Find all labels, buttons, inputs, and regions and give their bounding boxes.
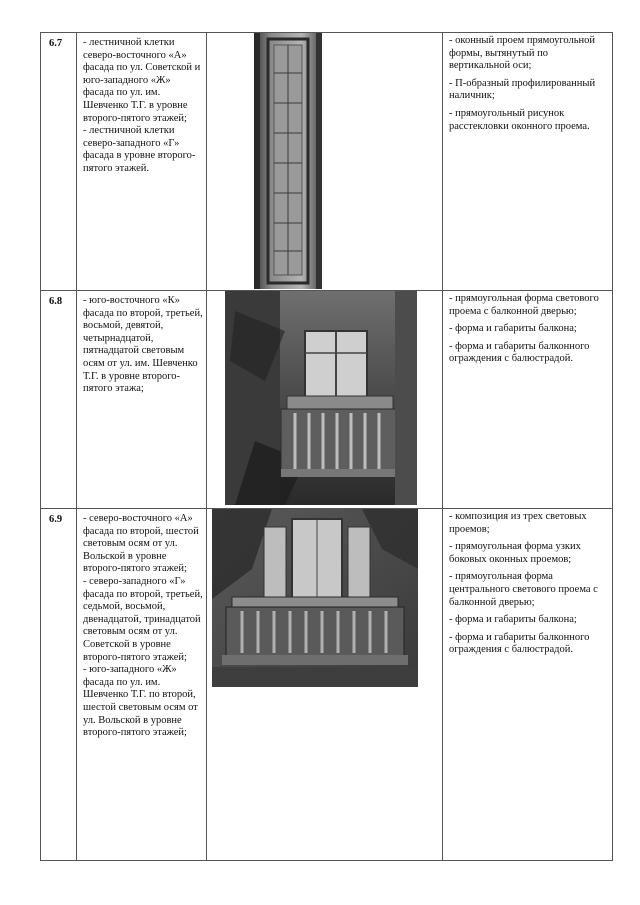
feature-item: - прямоугольная форма светового проема с балконной дверью; <box>449 293 599 317</box>
location-description <box>77 291 207 509</box>
feature-item: - форма и габариты балкона; <box>449 323 577 335</box>
photo-cell <box>207 509 443 861</box>
item-number: 6.9 <box>41 509 77 861</box>
description-paragraph: - северо-западного «Г» фасада по второй, третьей, седьмой, восьмой, двенадцатой, тринадцатой световым осям от ул. Советской в уровне второго-пятого этажей; <box>83 575 203 663</box>
features-table <box>40 32 613 861</box>
location-description <box>77 509 207 861</box>
description-paragraph: - юго-восточного «К» фасада по второй, третьей, восьмой, девятой, четырнадцатой, пятнадцатой световым осям от ул. им. Шевченко Т.Г. в уровне второго-пятого этажа; <box>83 295 203 395</box>
location-description <box>77 33 207 291</box>
photo-cell <box>207 291 443 509</box>
table-row <box>41 33 613 291</box>
features-cell <box>443 509 613 861</box>
item-number: 6.8 <box>41 291 77 509</box>
feature-item: - форма и габариты балкона; <box>449 614 577 626</box>
feature-item: - форма и габариты балконного ограждения с балюстрадой. <box>449 340 590 365</box>
feature-item: - прямоугольная форма центрального светового проема с балконной дверью; <box>449 571 598 608</box>
table-row <box>41 509 613 861</box>
table-row <box>41 291 613 509</box>
description-paragraph: - северо-восточного «А» фасада по второй, шестой световым осям от ул. Вольской в уровне второго-пятого этажей; <box>83 513 199 575</box>
photo-cell <box>207 33 443 291</box>
triple-window-balcony-photo <box>212 509 418 687</box>
features-cell <box>443 33 613 291</box>
item-number: 6.7 <box>41 33 77 291</box>
feature-item: - форма и габариты балконного ограждения с балюстрадой. <box>449 631 590 656</box>
description-paragraph: - лестничной клетки северо-западного «Г» фасада в уровне второго-пятого этажей. <box>83 125 196 174</box>
feature-item: - композиция из трех световых проемов; <box>449 511 587 535</box>
balcony-photo <box>225 291 417 505</box>
features-cell <box>443 291 613 509</box>
description-paragraph: - юго-западного «Ж» фасада по ул. им. Шевченко Т.Г. по второй, шестой световым осям от ул. Вольской в уровне второго-пятого этажей; <box>83 664 198 739</box>
feature-item: - оконный проем прямоугольной формы, вытянутый по вертикальной оси; <box>449 35 596 72</box>
description-paragraph: - лестничной клетки северо-восточного «А» фасада по ул. Советской и юго-западного «Ж» фасада по ул. им. Шевченко Т.Г. в уровне второго-пятого этажей; <box>83 37 201 124</box>
feature-item: - прямоугольная форма узких боковых оконных проемов; <box>449 541 581 565</box>
feature-item: - прямоугольный рисунок расстекловки оконного проема. <box>449 107 590 132</box>
stairwell-window-photo <box>254 33 322 289</box>
feature-item: - П-образный профилированный наличник; <box>449 77 596 102</box>
